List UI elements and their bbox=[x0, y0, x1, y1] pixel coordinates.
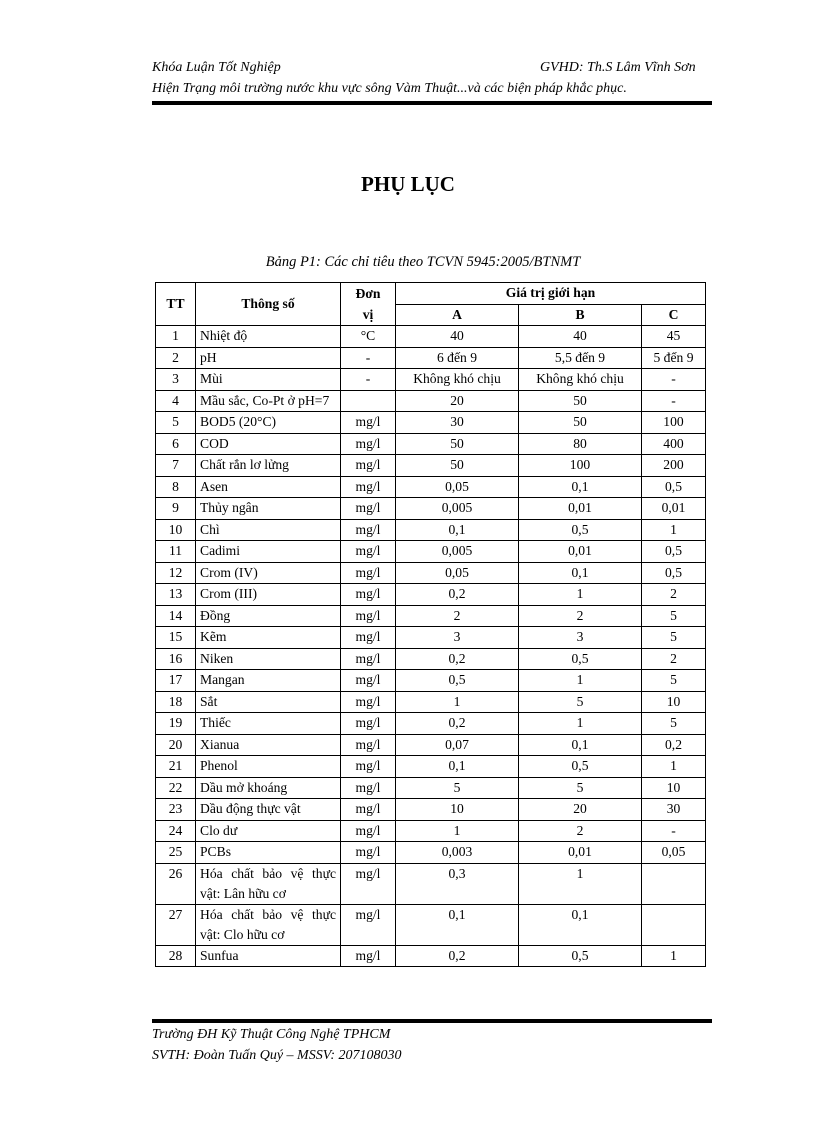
row-param: Thiếc bbox=[196, 713, 341, 735]
row-value-b: 0,5 bbox=[519, 756, 642, 778]
row-tt: 21 bbox=[156, 756, 196, 778]
row-unit: mg/l bbox=[341, 734, 396, 756]
row-value-c: 2 bbox=[642, 584, 706, 606]
row-unit: mg/l bbox=[341, 519, 396, 541]
header-a: A bbox=[396, 304, 519, 326]
row-value-c: 30 bbox=[642, 799, 706, 821]
row-unit: mg/l bbox=[341, 455, 396, 477]
row-tt: 23 bbox=[156, 799, 196, 821]
row-unit: mg/l bbox=[341, 605, 396, 627]
table-caption: Bảng P1: Các chỉ tiêu theo TCVN 5945:2005/BTNMT bbox=[265, 254, 581, 270]
row-value-c: - bbox=[642, 369, 706, 391]
row-param: Sắt bbox=[196, 691, 341, 713]
row-value-a: 3 bbox=[396, 627, 519, 649]
row-unit: mg/l bbox=[341, 777, 396, 799]
row-value-a: 20 bbox=[396, 390, 519, 412]
row-tt: 7 bbox=[156, 455, 196, 477]
table-row bbox=[156, 713, 706, 735]
row-value-b: 1 bbox=[519, 713, 642, 735]
header-rule bbox=[152, 101, 712, 105]
table-row bbox=[156, 863, 706, 904]
row-value-b: 0,1 bbox=[519, 734, 642, 756]
table-row bbox=[156, 326, 706, 348]
row-param: Chì bbox=[196, 519, 341, 541]
row-unit: mg/l bbox=[341, 713, 396, 735]
row-tt: 26 bbox=[156, 863, 196, 904]
row-tt: 3 bbox=[156, 369, 196, 391]
row-tt: 8 bbox=[156, 476, 196, 498]
header-tt: TT bbox=[156, 283, 196, 326]
row-value-b: 0,01 bbox=[519, 842, 642, 864]
row-param: Crom (III) bbox=[196, 584, 341, 606]
row-value-b: 1 bbox=[519, 863, 642, 904]
table-row bbox=[156, 756, 706, 778]
table-row bbox=[156, 670, 706, 692]
row-value-c: 1 bbox=[642, 756, 706, 778]
row-value-c: 1 bbox=[642, 945, 706, 967]
row-param: Clo dư bbox=[196, 820, 341, 842]
row-tt: 27 bbox=[156, 904, 196, 945]
row-value-c: 1 bbox=[642, 519, 706, 541]
table-row bbox=[156, 390, 706, 412]
row-value-a: 6 đến 9 bbox=[396, 347, 519, 369]
table-row bbox=[156, 476, 706, 498]
row-value-b: 0,1 bbox=[519, 904, 642, 945]
table-row bbox=[156, 842, 706, 864]
table-row bbox=[156, 627, 706, 649]
row-unit: mg/l bbox=[341, 842, 396, 864]
row-param: Nhiệt độ bbox=[196, 326, 341, 348]
table-row bbox=[156, 498, 706, 520]
row-value-c: 10 bbox=[642, 691, 706, 713]
row-value-c: 5 đến 9 bbox=[642, 347, 706, 369]
row-value-c: 0,5 bbox=[642, 476, 706, 498]
row-tt: 20 bbox=[156, 734, 196, 756]
row-tt: 9 bbox=[156, 498, 196, 520]
row-value-b: 0,01 bbox=[519, 498, 642, 520]
row-value-a: 0,1 bbox=[396, 904, 519, 945]
row-param: PCBs bbox=[196, 842, 341, 864]
row-value-b: 0,1 bbox=[519, 562, 642, 584]
row-tt: 28 bbox=[156, 945, 196, 967]
row-value-c: 0,5 bbox=[642, 541, 706, 563]
row-param: Chất rắn lơ lửng bbox=[196, 455, 341, 477]
table-row bbox=[156, 777, 706, 799]
row-value-c: 0,5 bbox=[642, 562, 706, 584]
row-value-a: 0,2 bbox=[396, 584, 519, 606]
page-title: PHỤ LỤC bbox=[361, 172, 455, 196]
row-tt: 15 bbox=[156, 627, 196, 649]
row-unit: - bbox=[341, 369, 396, 391]
row-unit: mg/l bbox=[341, 799, 396, 821]
row-value-a: 0,3 bbox=[396, 863, 519, 904]
row-value-c: 100 bbox=[642, 412, 706, 434]
row-value-a: 0,5 bbox=[396, 670, 519, 692]
row-value-c: 5 bbox=[642, 627, 706, 649]
row-value-a: 0,2 bbox=[396, 713, 519, 735]
row-param: BOD5 (20°C) bbox=[196, 412, 341, 434]
row-unit: mg/l bbox=[341, 412, 396, 434]
header-c: C bbox=[642, 304, 706, 326]
row-value-a: 0,2 bbox=[396, 945, 519, 967]
row-tt: 18 bbox=[156, 691, 196, 713]
header-param: Thông số bbox=[196, 283, 341, 326]
row-value-c: 0,2 bbox=[642, 734, 706, 756]
row-value-a: 0,07 bbox=[396, 734, 519, 756]
row-unit: mg/l bbox=[341, 498, 396, 520]
header-unit-top: Đơn bbox=[341, 283, 396, 305]
row-value-b: 20 bbox=[519, 799, 642, 821]
row-param: Crom (IV) bbox=[196, 562, 341, 584]
table-row bbox=[156, 541, 706, 563]
row-value-a: 0,1 bbox=[396, 519, 519, 541]
table-row bbox=[156, 433, 706, 455]
row-value-c: - bbox=[642, 820, 706, 842]
row-unit bbox=[341, 390, 396, 412]
row-tt: 4 bbox=[156, 390, 196, 412]
row-unit: mg/l bbox=[341, 756, 396, 778]
footer-line1: Trường ĐH Kỹ Thuật Công Nghệ TPHCM bbox=[152, 1027, 391, 1042]
row-unit: mg/l bbox=[341, 562, 396, 584]
row-unit: mg/l bbox=[341, 476, 396, 498]
row-value-b: 0,01 bbox=[519, 541, 642, 563]
row-unit: °C bbox=[341, 326, 396, 348]
row-param: Đồng bbox=[196, 605, 341, 627]
row-unit: mg/l bbox=[341, 541, 396, 563]
table-row bbox=[156, 562, 706, 584]
row-value-a: 10 bbox=[396, 799, 519, 821]
row-param: Hóa chất bảo vệ thực vật: Lân hữu cơ bbox=[196, 863, 341, 904]
row-value-c bbox=[642, 904, 706, 945]
row-param: Mầu sắc, Co-Pt ở pH=7 bbox=[196, 390, 341, 412]
header-unit-bottom: vị bbox=[341, 304, 396, 326]
row-tt: 17 bbox=[156, 670, 196, 692]
row-value-a: 0,2 bbox=[396, 648, 519, 670]
header-left: Khóa Luận Tốt Nghiệp bbox=[152, 60, 281, 75]
row-unit: mg/l bbox=[341, 584, 396, 606]
table-row bbox=[156, 691, 706, 713]
row-param: Mùi bbox=[196, 369, 341, 391]
row-unit: mg/l bbox=[341, 863, 396, 904]
row-value-b: 5 bbox=[519, 777, 642, 799]
row-param: Dầu mở khoáng bbox=[196, 777, 341, 799]
row-value-a: 50 bbox=[396, 455, 519, 477]
table-row bbox=[156, 584, 706, 606]
row-tt: 22 bbox=[156, 777, 196, 799]
row-value-b: Không khó chịu bbox=[519, 369, 642, 391]
row-tt: 24 bbox=[156, 820, 196, 842]
row-tt: 2 bbox=[156, 347, 196, 369]
row-value-a: 0,1 bbox=[396, 756, 519, 778]
row-value-c: 200 bbox=[642, 455, 706, 477]
row-value-b: 50 bbox=[519, 412, 642, 434]
footer-line2: SVTH: Đoàn Tuấn Quý – MSSV: 207108030 bbox=[152, 1048, 402, 1063]
header-limit: Giá trị giới hạn bbox=[396, 283, 706, 305]
row-unit: mg/l bbox=[341, 648, 396, 670]
row-value-b: 2 bbox=[519, 820, 642, 842]
row-value-a: 40 bbox=[396, 326, 519, 348]
footer-rule bbox=[152, 1019, 712, 1023]
row-value-b: 50 bbox=[519, 390, 642, 412]
row-tt: 6 bbox=[156, 433, 196, 455]
row-unit: mg/l bbox=[341, 945, 396, 967]
row-value-b: 80 bbox=[519, 433, 642, 455]
table-row bbox=[156, 904, 706, 945]
table-row bbox=[156, 347, 706, 369]
row-value-a: 1 bbox=[396, 820, 519, 842]
row-tt: 1 bbox=[156, 326, 196, 348]
row-unit: mg/l bbox=[341, 627, 396, 649]
row-value-a: 30 bbox=[396, 412, 519, 434]
row-value-a: 2 bbox=[396, 605, 519, 627]
row-value-c: 5 bbox=[642, 713, 706, 735]
row-tt: 25 bbox=[156, 842, 196, 864]
row-value-b: 100 bbox=[519, 455, 642, 477]
row-param: Sunfua bbox=[196, 945, 341, 967]
row-tt: 16 bbox=[156, 648, 196, 670]
header-right: GVHD: Th.S Lâm Vĩnh Sơn bbox=[540, 60, 696, 75]
row-tt: 12 bbox=[156, 562, 196, 584]
table-row bbox=[156, 734, 706, 756]
row-value-b: 5 bbox=[519, 691, 642, 713]
row-tt: 14 bbox=[156, 605, 196, 627]
row-value-a: 50 bbox=[396, 433, 519, 455]
row-param: Mangan bbox=[196, 670, 341, 692]
row-value-b: 0,1 bbox=[519, 476, 642, 498]
row-unit: mg/l bbox=[341, 904, 396, 945]
row-param: Asen bbox=[196, 476, 341, 498]
row-tt: 5 bbox=[156, 412, 196, 434]
row-value-a: Không khó chịu bbox=[396, 369, 519, 391]
row-unit: mg/l bbox=[341, 691, 396, 713]
row-value-b: 40 bbox=[519, 326, 642, 348]
header-b: B bbox=[519, 304, 642, 326]
row-value-c: 2 bbox=[642, 648, 706, 670]
row-param: Thủy ngân bbox=[196, 498, 341, 520]
row-value-c: 10 bbox=[642, 777, 706, 799]
row-value-a: 1 bbox=[396, 691, 519, 713]
row-value-a: 0,003 bbox=[396, 842, 519, 864]
row-value-a: 0,005 bbox=[396, 498, 519, 520]
row-value-c: - bbox=[642, 390, 706, 412]
row-param: pH bbox=[196, 347, 341, 369]
table-row bbox=[156, 605, 706, 627]
row-param: Phenol bbox=[196, 756, 341, 778]
row-value-b: 0,5 bbox=[519, 945, 642, 967]
row-value-c: 5 bbox=[642, 670, 706, 692]
row-tt: 11 bbox=[156, 541, 196, 563]
row-unit: mg/l bbox=[341, 670, 396, 692]
table-row bbox=[156, 455, 706, 477]
row-unit: mg/l bbox=[341, 820, 396, 842]
row-value-c: 5 bbox=[642, 605, 706, 627]
table-row bbox=[156, 412, 706, 434]
row-param: Cadimi bbox=[196, 541, 341, 563]
row-tt: 19 bbox=[156, 713, 196, 735]
row-value-b: 3 bbox=[519, 627, 642, 649]
row-value-a: 5 bbox=[396, 777, 519, 799]
table-row bbox=[156, 369, 706, 391]
row-value-b: 1 bbox=[519, 670, 642, 692]
row-value-b: 5,5 đến 9 bbox=[519, 347, 642, 369]
row-value-b: 2 bbox=[519, 605, 642, 627]
row-tt: 13 bbox=[156, 584, 196, 606]
row-value-c bbox=[642, 863, 706, 904]
row-param: Kẽm bbox=[196, 627, 341, 649]
row-value-b: 1 bbox=[519, 584, 642, 606]
table-row bbox=[156, 799, 706, 821]
row-value-c: 45 bbox=[642, 326, 706, 348]
row-value-b: 0,5 bbox=[519, 648, 642, 670]
row-value-a: 0,05 bbox=[396, 562, 519, 584]
table-row bbox=[156, 519, 706, 541]
row-tt: 10 bbox=[156, 519, 196, 541]
standards-table bbox=[155, 282, 706, 967]
row-param: Dầu động thực vật bbox=[196, 799, 341, 821]
row-param: Hóa chất bảo vệ thực vật: Clo hữu cơ bbox=[196, 904, 341, 945]
row-value-b: 0,5 bbox=[519, 519, 642, 541]
row-unit: - bbox=[341, 347, 396, 369]
header-subtitle: Hiện Trạng môi trường nước khu vực sông Vàm Thuật...và các biện pháp khắc phục. bbox=[152, 81, 627, 96]
row-value-c: 0,05 bbox=[642, 842, 706, 864]
table-row bbox=[156, 945, 706, 967]
row-value-c: 400 bbox=[642, 433, 706, 455]
row-value-a: 0,005 bbox=[396, 541, 519, 563]
table-row bbox=[156, 820, 706, 842]
row-unit: mg/l bbox=[341, 433, 396, 455]
table-row bbox=[156, 648, 706, 670]
row-value-c: 0,01 bbox=[642, 498, 706, 520]
row-param: Niken bbox=[196, 648, 341, 670]
row-param: Xianua bbox=[196, 734, 341, 756]
row-value-a: 0,05 bbox=[396, 476, 519, 498]
row-param: COD bbox=[196, 433, 341, 455]
